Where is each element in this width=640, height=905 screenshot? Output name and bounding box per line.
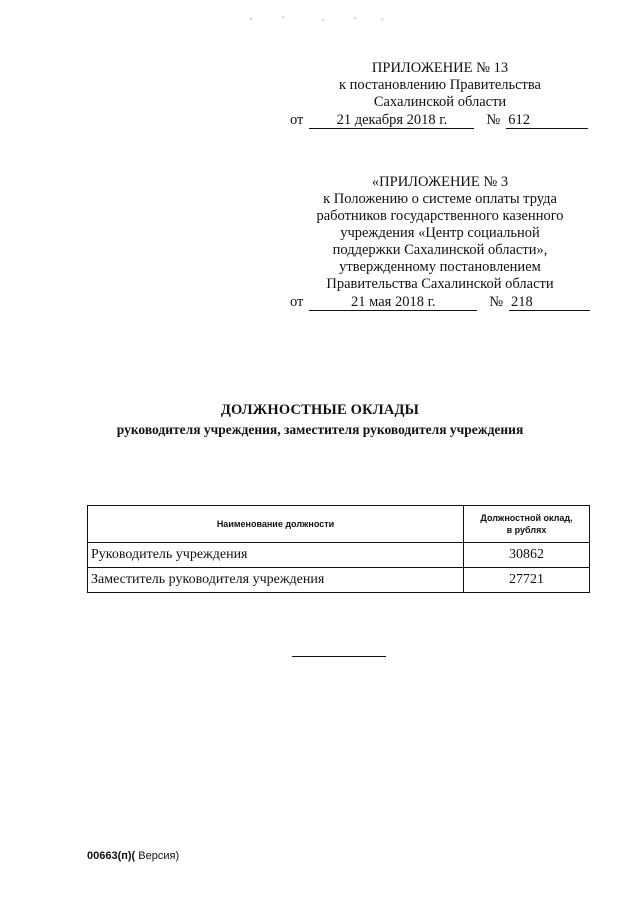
table-header-row	[88, 506, 590, 543]
from-label: от	[290, 294, 304, 310]
document-heading: ДОЛЖНОСТНЫЕ ОКЛАДЫ	[220, 402, 420, 418]
document-code	[87, 850, 179, 862]
row-position: Заместитель руководителя учреждения	[88, 568, 464, 593]
document-version: Версия)	[135, 850, 180, 862]
appendix-13-block	[290, 60, 590, 129]
decree-number: 612	[506, 113, 588, 129]
row-position: Руководитель учреждения	[88, 543, 464, 568]
row-salary: 30862	[464, 543, 590, 568]
appendix-3-line: поддержки Сахалинской области»,	[332, 242, 548, 258]
appendix-13-line-1: к постановлению Правительства	[339, 77, 541, 93]
appendix-3-line: к Положению о системе оплаты труда	[323, 191, 557, 207]
appendix-3-block	[290, 174, 590, 311]
regulation-number: 218	[509, 295, 590, 311]
appendix-3-date-row	[290, 294, 590, 311]
header-position: Наименование должности	[88, 506, 464, 543]
salary-table	[87, 505, 590, 593]
appendix-13-date-row	[290, 112, 590, 129]
appendix-13-line-2: Сахалинской области	[373, 94, 507, 110]
from-label: от	[290, 112, 304, 128]
end-separator-line	[292, 656, 386, 657]
table-row	[88, 543, 590, 568]
table-row	[88, 568, 590, 593]
number-label: №	[489, 294, 504, 310]
header-salary-line-1: Должностной оклад,	[480, 513, 573, 523]
document-code-id: 00663(п)(	[87, 850, 136, 862]
document-subheading: руководителя учреждения, заместителя руководителя учреждения	[116, 422, 524, 437]
scan-artifact	[235, 14, 395, 24]
appendix-3-line: работников государственного казенного	[316, 208, 564, 224]
appendix-3-title: «ПРИЛОЖЕНИЕ № 3	[371, 174, 509, 190]
number-label: №	[486, 112, 501, 128]
appendix-3-line: Правительства Сахалинской области	[326, 276, 554, 292]
appendix-3-line: учреждения «Центр социальной	[340, 225, 540, 241]
appendix-3-line: утвержденному постановлением	[339, 259, 541, 275]
header-salary	[464, 506, 590, 543]
appendix-13-title: ПРИЛОЖЕНИЕ № 13	[371, 60, 509, 76]
header-salary-line-2: в рублях	[506, 525, 547, 535]
regulation-date: 21 мая 2018 г.	[309, 295, 477, 311]
decree-date: 21 декабря 2018 г.	[309, 113, 474, 129]
row-salary: 27721	[464, 568, 590, 593]
